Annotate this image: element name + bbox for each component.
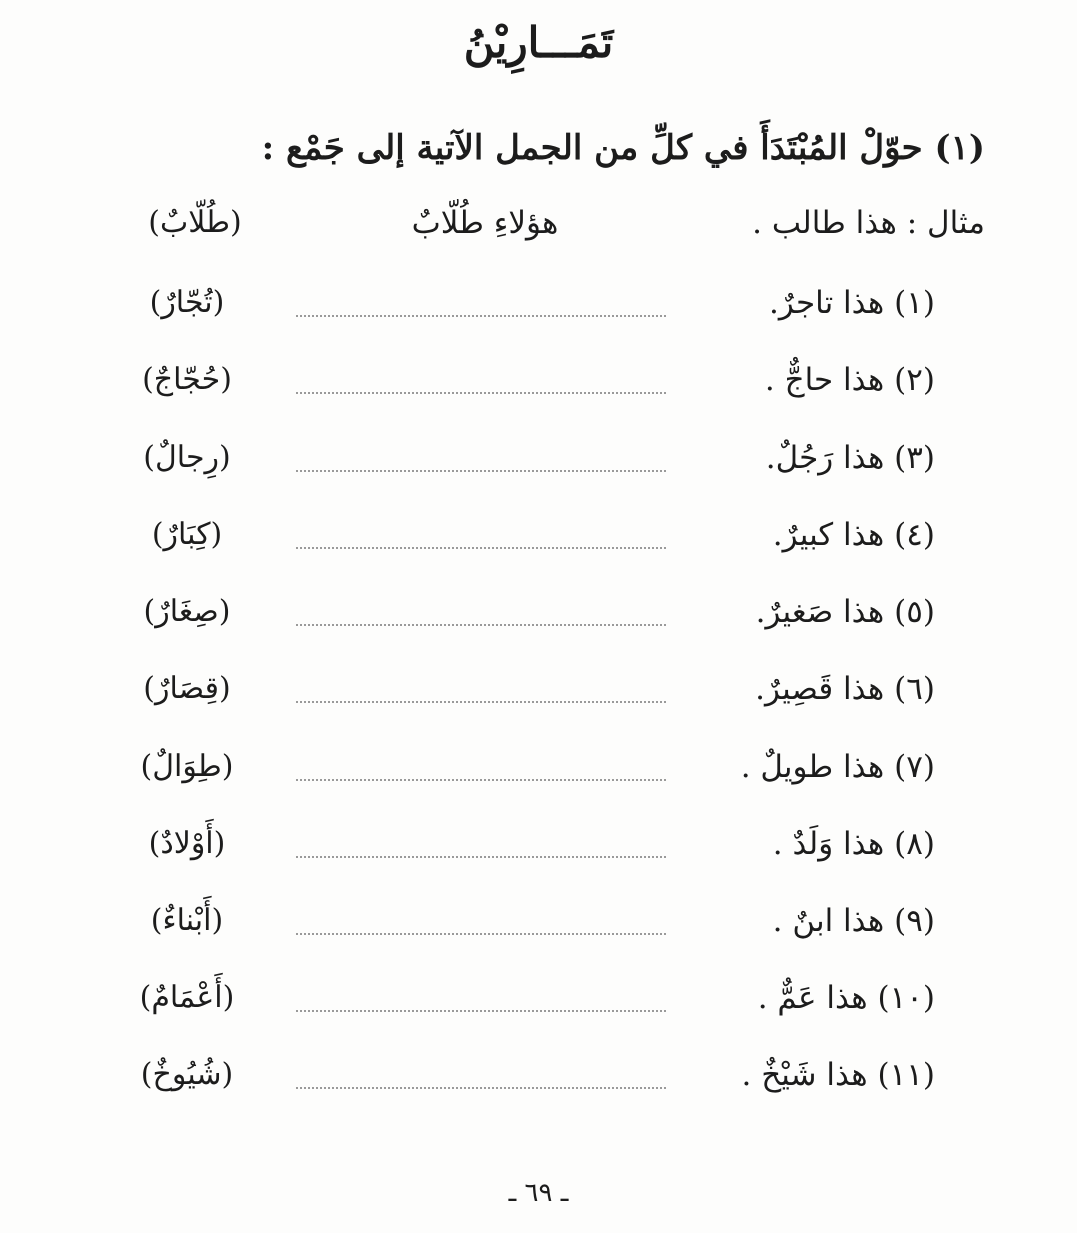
plural-hint: (شُيُوخٌ) [140,1057,234,1092]
exercise-row [0,517,1077,577]
exercise-sentence: (٩) هذا ابنٌ . [772,903,935,939]
exercise-row [0,285,1077,345]
example-plural-hint: (طُلّابٌ) [148,205,242,240]
plural-hint: (طِوَالٌ) [140,749,234,784]
plural-hint: (أَعْمَامٌ) [139,980,235,1015]
exercise-row [0,903,1077,963]
page-title: تَمَـــارِيْنُ [463,18,614,67]
plural-hint: (صِغَارٌ) [143,594,231,629]
plural-hint: (أَوْلادٌ) [148,826,226,861]
exercise-row [0,671,1077,731]
answer-blank[interactable] [296,392,666,394]
example-sentence: مثال : هذا طالب . [752,205,985,241]
plural-hint: (تُجّارٌ) [149,285,225,320]
answer-blank[interactable] [296,1010,666,1012]
exercise-row [0,362,1077,422]
plural-hint: (كِبَارٌ) [151,517,223,552]
exercise-sentence: (١) هذا تاجرٌ. [769,285,935,321]
plural-hint: (حُجّاجٌ) [142,362,232,397]
answer-blank[interactable] [296,547,666,549]
exercise-sentence: (٧) هذا طويلٌ . [740,749,935,785]
exercise-row [0,826,1077,886]
exercise-row [0,980,1077,1040]
answer-blank[interactable] [296,779,666,781]
exercise-sentence: (٣) هذا رَجُلٌ. [765,440,935,476]
exercise-sentence: (٢) هذا حاجٌّ . [764,362,935,398]
plural-hint: (قِصَارٌ) [143,671,231,706]
plural-hint: (رِجالٌ) [143,440,231,475]
exercise-sentence: (٤) هذا كبيرٌ. [772,517,935,553]
exercise-row [0,594,1077,654]
page-number: ـ ٦٩ ـ [508,1178,569,1208]
exercise-row [0,1057,1077,1117]
exercise-sentence: (١٠) هذا عَمٌّ . [757,980,935,1016]
exercise-row [0,749,1077,809]
exercise-sentence: (٨) هذا وَلَدٌ . [772,826,935,862]
plural-hint: (أَبْناءٌ) [150,903,224,938]
answer-blank[interactable] [296,315,666,317]
exercise-sentence: (٥) هذا صَغيرٌ. [755,594,935,630]
exercise-sentence: (١١) هذا شَيْخٌ . [741,1057,935,1093]
answer-blank[interactable] [296,1087,666,1089]
answer-blank[interactable] [296,856,666,858]
exercise-row [0,440,1077,500]
answer-blank[interactable] [296,933,666,935]
answer-blank[interactable] [296,624,666,626]
example-answer: هؤلاءِ طُلّابٌ [411,205,559,241]
answer-blank[interactable] [296,470,666,472]
answer-blank[interactable] [296,701,666,703]
exercise-instruction: (١) حوّلْ المُبْتَدَأَ في كلِّ من الجمل الآتية إلى جَمْع : [261,128,985,168]
exercise-sentence: (٦) هذا قَصِيرٌ. [755,671,935,707]
